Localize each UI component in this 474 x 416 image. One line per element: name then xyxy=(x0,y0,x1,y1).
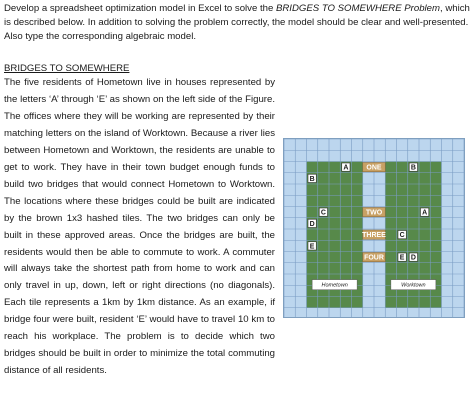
office-letter: C xyxy=(399,232,405,240)
office-letter: A xyxy=(422,209,428,217)
bridge-one xyxy=(363,163,386,172)
intro-text-2: , which is described below. In addition to solving the problem correctly, the model should be clear and well-presented. Also type the corresponding algebraic model. xyxy=(4,3,470,43)
bridge-label: ONE xyxy=(366,164,382,172)
office-letter: D xyxy=(410,254,416,262)
office-b xyxy=(409,163,417,172)
house-letter: D xyxy=(309,220,315,228)
house-letter: C xyxy=(320,209,326,217)
office-letter: B xyxy=(410,164,416,172)
section-title: BRIDGES TO SOMEWHERE xyxy=(4,63,130,74)
house-letter: B xyxy=(309,175,315,183)
bridge-label: TWO xyxy=(365,209,383,217)
office-letter: E xyxy=(399,254,405,262)
bridge-label: THREE xyxy=(362,232,386,240)
bridge-four xyxy=(363,253,386,262)
office-d xyxy=(409,253,417,262)
bridge-label: FOUR xyxy=(364,254,384,262)
house-b xyxy=(308,174,316,183)
problem-description xyxy=(4,75,275,380)
office-c xyxy=(398,231,406,240)
house-d xyxy=(308,219,316,228)
office-e xyxy=(398,253,406,262)
house-a xyxy=(342,163,350,172)
assignment-intro xyxy=(4,2,470,45)
bridge-three xyxy=(362,230,386,239)
intro-problem-name: BRIDGES TO SOMEWHERE Problem xyxy=(275,3,440,14)
bridges-map-figure xyxy=(283,138,465,318)
office-a xyxy=(421,208,429,217)
intro-text-1: Develop a spreadsheet optimization model in Excel to solve the xyxy=(4,3,276,14)
house-letter: A xyxy=(343,164,349,172)
worktown-label: Worktown xyxy=(401,282,426,289)
hometown-label: Hometown xyxy=(321,282,348,289)
problem-paragraph: The five residents of Hometown live in houses represented by the letters ‘A’ through ‘E’ as shown on the left side of the Figure. The offices where they will be working are represented by their matching letters on the island of Worktown. Because a river lies between Hometown and Worktown, the residents are unable to get to work. They have in their town budget enough funds to build two bridges that would connect Hometown to Worktown. The locations where these bridges could be built are indicated by the brown 1x3 hashed tiles. The two bridges can only be built in these approved areas. Once the bridges are built, the residents would then be able to commute to work. A commuter will always take the shortest path from home to work and can only travel in up, down, left or right directions (no diagonals). Each tile represents a 1km by 1km distance. As an example, if bridge four were built, resident ‘E’ would have to travel 10 km to reach his workplace. The problem is to decide which two bridges should be built in order to minimize the total commuting distance of all residents. xyxy=(4,77,275,377)
bridges-map-svg xyxy=(284,139,464,317)
house-letter: E xyxy=(309,243,315,251)
house-c xyxy=(319,208,327,217)
bridge-two xyxy=(363,208,386,217)
house-e xyxy=(308,242,316,251)
